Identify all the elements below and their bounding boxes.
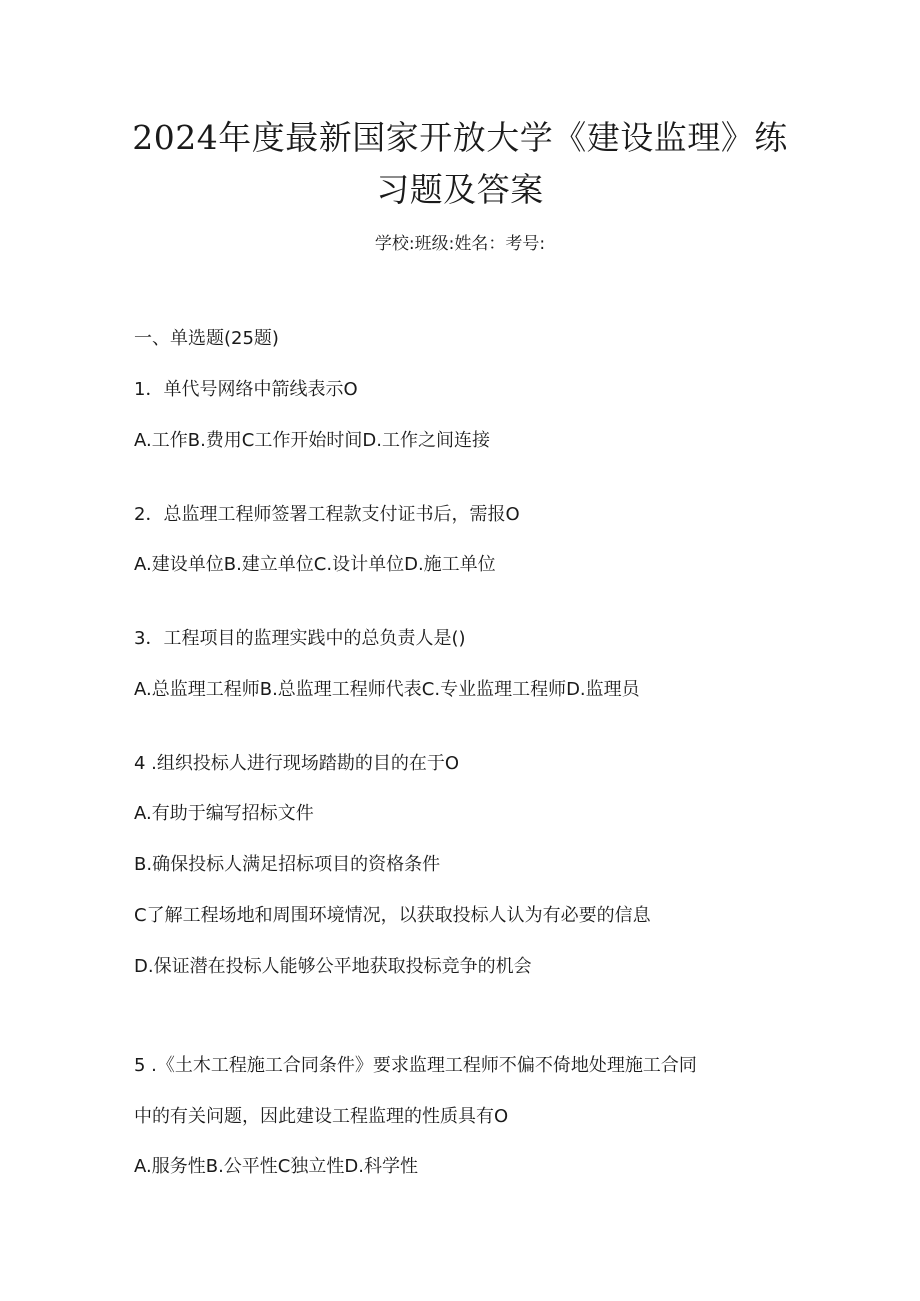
question-5-stem-line-1: 5 .《土木工程施工合同条件》要求监理工程师不偏不倚地处理施工合同 <box>134 1055 697 1076</box>
title-line-1: 2024年度最新国家开放大学《建设监理》练 <box>132 118 788 157</box>
question-4-option-d: D.保证潜在投标人能够公平地获取投标竞争的机会 <box>134 956 532 977</box>
question-4-option-b: B.确保投标人满足招标项目的资格条件 <box>134 854 441 875</box>
section-heading: 一、单选题(25题) <box>134 328 279 349</box>
question-2-options: A.建设单位B.建立单位C.设计单位D.施工单位 <box>134 554 496 575</box>
document-title <box>100 112 820 216</box>
question-5-stem-line-2: 中的有关问题，因此建设工程监理的性质具有O <box>134 1106 509 1127</box>
question-1-options: A.工作B.费用C工作开始时间D.工作之间连接 <box>134 430 490 451</box>
question-4-option-a: A.有助于编写招标文件 <box>134 803 314 824</box>
question-2-stem: 2．总监理工程师签署工程款支付证书后，需报O <box>134 504 520 525</box>
question-4-stem: 4 .组织投标人进行现场踏勘的目的在于O <box>134 753 460 774</box>
question-5-options: A.服务性B.公平性C独立性D.科学性 <box>134 1156 418 1177</box>
question-3-stem: 3．工程项目的监理实践中的总负责人是() <box>134 628 466 649</box>
question-1-stem: 1．单代号网络中箭线表示O <box>134 379 358 400</box>
question-4-option-c: C了解工程场地和周围环境情况，以获取投标人认为有必要的信息 <box>134 905 651 926</box>
title-line-2: 习题及答案 <box>376 170 544 209</box>
student-info: 学校:班级:姓名：考号: <box>374 234 546 254</box>
question-3-options: A.总监理工程师B.总监理工程师代表C.专业监理工程师D.监理员 <box>134 679 640 700</box>
